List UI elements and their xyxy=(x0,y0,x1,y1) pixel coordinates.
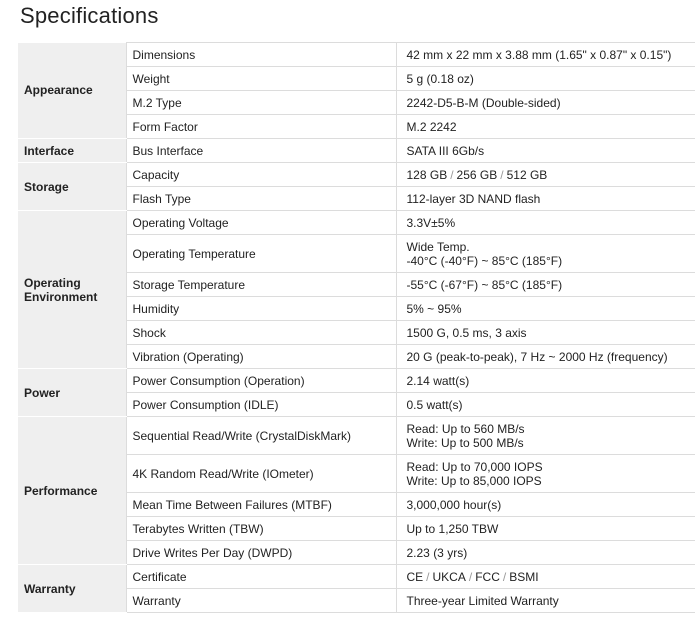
spec-value: 20 G (peak-to-peak), 7 Hz ~ 2000 Hz (frequency) xyxy=(396,345,695,369)
spec-label: Vibration (Operating) xyxy=(126,345,396,369)
spec-value: 2.14 watt(s) xyxy=(396,369,695,393)
spec-value: 3,000,000 hour(s) xyxy=(396,493,695,517)
separator: / xyxy=(426,569,430,584)
spec-label: Operating Temperature xyxy=(126,235,396,273)
table-row xyxy=(18,139,695,163)
spec-label: Storage Temperature xyxy=(126,273,396,297)
spec-label: Mean Time Between Failures (MTBF) xyxy=(126,493,396,517)
spec-value xyxy=(396,417,695,455)
spec-value: 3.3V±5% xyxy=(396,211,695,235)
certificate-item: CE xyxy=(406,569,424,584)
spec-value-line: Read: Up to 70,000 IOPS xyxy=(406,459,543,474)
spec-value: 42 mm x 22 mm x 3.88 mm (1.65" x 0.87" x 0.15") xyxy=(396,43,695,67)
certificate-item: UKCA xyxy=(432,569,466,584)
spec-label: Shock xyxy=(126,321,396,345)
spec-value: 5 g (0.18 oz) xyxy=(396,67,695,91)
spec-value-line: Read: Up to 560 MB/s xyxy=(406,421,525,436)
spec-label: Certificate xyxy=(126,565,396,589)
spec-value: -55°C (-67°F) ~ 85°C (185°F) xyxy=(396,273,695,297)
spec-label: Capacity xyxy=(126,163,396,187)
spec-value xyxy=(396,235,695,273)
table-row xyxy=(18,369,695,393)
spec-label: Drive Writes Per Day (DWPD) xyxy=(126,541,396,565)
spec-value: 2.23 (3 yrs) xyxy=(396,541,695,565)
spec-value-line: Write: Up to 500 MB/s xyxy=(406,435,524,450)
table-row xyxy=(18,43,695,67)
spec-value: 112-layer 3D NAND flash xyxy=(396,187,695,211)
group-interface: Interface xyxy=(18,139,126,163)
spec-label: Form Factor xyxy=(126,115,396,139)
spec-value-line: Wide Temp. xyxy=(406,239,470,254)
spec-value: 0.5 watt(s) xyxy=(396,393,695,417)
group-storage: Storage xyxy=(18,163,126,211)
spec-label: Humidity xyxy=(126,297,396,321)
spec-value: 5% ~ 95% xyxy=(396,297,695,321)
spec-label: Dimensions xyxy=(126,43,396,67)
spec-value: Three-year Limited Warranty xyxy=(396,589,695,613)
certificate-item: FCC xyxy=(475,569,500,584)
spec-value: SATA III 6Gb/s xyxy=(396,139,695,163)
capacity-option: 256 GB xyxy=(456,167,498,182)
spec-label: Flash Type xyxy=(126,187,396,211)
group-appearance: Appearance xyxy=(18,43,126,139)
capacity-option: 128 GB xyxy=(406,167,448,182)
spec-label: Weight xyxy=(126,67,396,91)
spec-value xyxy=(396,455,695,493)
separator: / xyxy=(450,167,454,182)
spec-label: Warranty xyxy=(126,589,396,613)
spec-value-capacity xyxy=(396,163,695,187)
group-name-line: Operating xyxy=(24,275,81,290)
spec-label: Operating Voltage xyxy=(126,211,396,235)
spec-label: Sequential Read/Write (CrystalDiskMark) xyxy=(126,417,396,455)
separator: / xyxy=(502,569,507,584)
separator: / xyxy=(468,569,473,584)
separator: / xyxy=(500,167,504,182)
spec-value: 1500 G, 0.5 ms, 3 axis xyxy=(396,321,695,345)
spec-value-line: -40°C (-40°F) ~ 85°C (185°F) xyxy=(406,253,563,268)
table-row xyxy=(18,163,695,187)
table-row xyxy=(18,417,695,455)
spec-label: 4K Random Read/Write (IOmeter) xyxy=(126,455,396,493)
spec-value: Up to 1,250 TBW xyxy=(396,517,695,541)
table-row xyxy=(18,211,695,235)
specifications-table xyxy=(18,42,695,613)
group-power: Power xyxy=(18,369,126,417)
table-row xyxy=(18,565,695,589)
spec-label: Bus Interface xyxy=(126,139,396,163)
group-operating-environment xyxy=(18,211,126,369)
spec-label: Terabytes Written (TBW) xyxy=(126,517,396,541)
group-warranty: Warranty xyxy=(18,565,126,613)
page-title: Specifications xyxy=(20,3,159,28)
spec-value: M.2 2242 xyxy=(396,115,695,139)
spec-label: Power Consumption (Operation) xyxy=(126,369,396,393)
spec-value-line: Write: Up to 85,000 IOPS xyxy=(406,473,542,488)
spec-value: 2242-D5-B-M (Double-sided) xyxy=(396,91,695,115)
spec-label: M.2 Type xyxy=(126,91,396,115)
capacity-option: 512 GB xyxy=(506,167,548,182)
group-name-line: Environment xyxy=(24,289,98,304)
certificate-item: BSMI xyxy=(509,569,539,584)
spec-value-certificate xyxy=(396,565,695,589)
group-performance: Performance xyxy=(18,417,126,565)
spec-label: Power Consumption (IDLE) xyxy=(126,393,396,417)
